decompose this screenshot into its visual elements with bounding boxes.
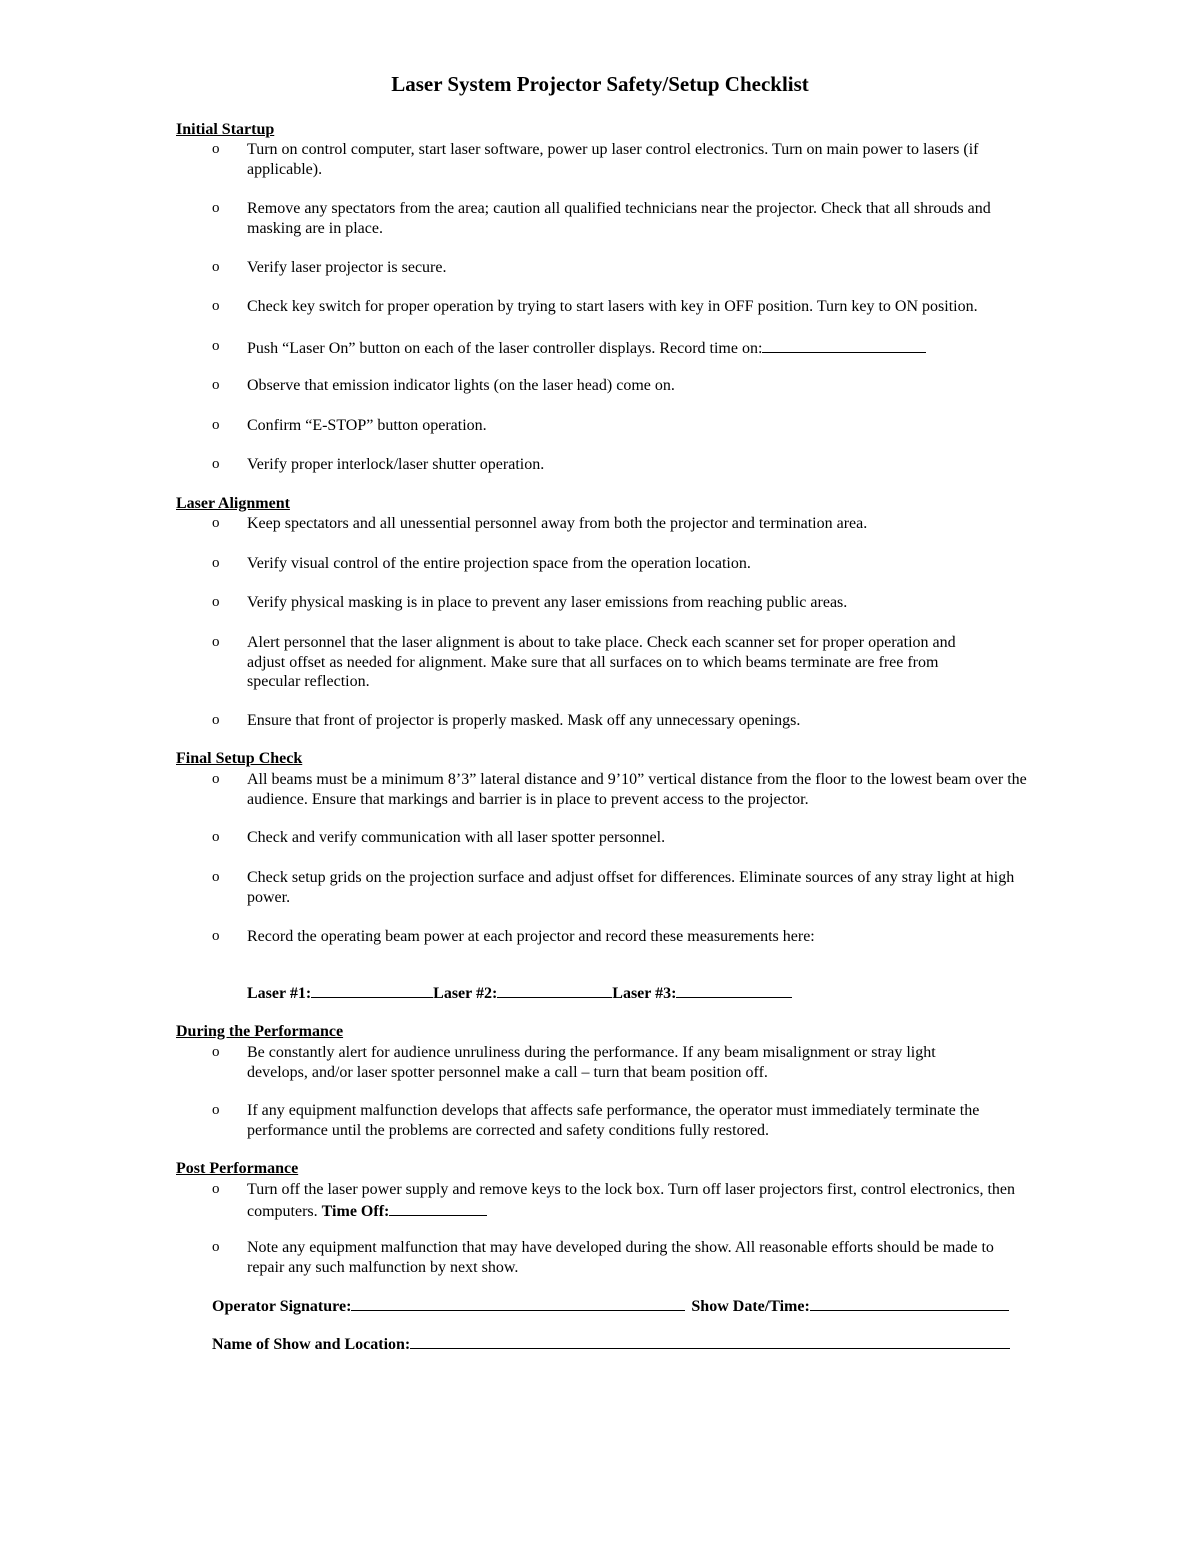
bullet-icon: o <box>212 594 220 610</box>
item-text: All beams must be a minimum 8’3” lateral distance and 9’10” vertical distance from the floor to the lowest beam over the audience. Ensure that markings and barrier is in place to prevent access to the projector. <box>247 771 1027 808</box>
item-text: Record the operating beam power at each projector and record these measurements here: <box>247 928 815 945</box>
section-heading-final-setup-check: Final Setup Check <box>176 750 303 767</box>
bullet-icon: o <box>212 771 220 787</box>
laser-2-label: Laser #2: <box>433 985 498 1002</box>
show-date-time-label: Show Date/Time: <box>691 1298 810 1315</box>
bullet-icon: o <box>212 298 220 314</box>
item-text: Ensure that front of projector is properly masked. Mask off any unnecessary openings. <box>247 712 801 729</box>
bullet-icon: o <box>212 1044 220 1060</box>
item-text: Alert personnel that the laser alignment is about to take place. Check each scanner set for proper operation and adjust offset as needed for alignment. Make sure that all surfaces on to which beams terminate are free from specular reflection. <box>247 634 956 690</box>
bullet-icon: o <box>212 515 220 531</box>
laser-1-label: Laser #1: <box>247 985 312 1002</box>
bullet-icon: o <box>212 829 220 845</box>
bullet-icon: o <box>212 417 220 433</box>
name-of-show-location-blank[interactable] <box>410 1333 1010 1349</box>
section-heading-initial-startup: Initial Startup <box>176 121 275 138</box>
item-text: If any equipment malfunction develops that affects safe performance, the operator must immediately terminate the performance until the problems are corrected and safety conditions fully restored. <box>247 1102 980 1139</box>
laser-power-fields <box>247 982 792 1003</box>
operator-signature-label: Operator Signature: <box>212 1298 352 1315</box>
laser-3-blank[interactable] <box>676 982 792 998</box>
item-text: Observe that emission indicator lights (on the laser head) come on. <box>247 377 675 394</box>
laser-1-blank[interactable] <box>311 982 433 998</box>
section-heading-post-performance: Post Performance <box>176 1160 299 1177</box>
item-text: Keep spectators and all unessential personnel away from both the projector and termination area. <box>247 515 868 532</box>
bullet-icon: o <box>212 456 220 472</box>
time-off-label: Time Off: <box>321 1202 390 1220</box>
signature-row <box>212 1295 1009 1316</box>
item-text: Push “Laser On” button on each of the laser controller displays. Record time on: <box>247 340 763 357</box>
section-heading-laser-alignment: Laser Alignment <box>176 495 290 512</box>
section-heading-during-performance: During the Performance <box>176 1023 344 1040</box>
item-text: Verify physical masking is in place to prevent any laser emissions from reaching public areas. <box>247 594 848 611</box>
item-text: Verify proper interlock/laser shutter operation. <box>247 456 545 473</box>
bullet-icon: o <box>212 1102 220 1118</box>
laser-2-blank[interactable] <box>497 982 612 998</box>
page-title: Laser System Projector Safety/Setup Checklist <box>391 72 809 96</box>
laser-3-label: Laser #3: <box>612 985 677 1002</box>
item-text: Note any equipment malfunction that may have developed during the show. All reasonable efforts should be made to repair any such malfunction by next show. <box>247 1239 994 1276</box>
bullet-icon: o <box>212 1239 220 1255</box>
operator-signature-blank[interactable] <box>351 1295 685 1311</box>
time-off-blank[interactable] <box>389 1200 487 1216</box>
record-time-blank[interactable] <box>762 337 926 353</box>
bullet-icon: o <box>212 141 220 157</box>
bullet-icon: o <box>212 377 220 393</box>
item-text: Verify visual control of the entire projection space from the operation location. <box>247 555 751 572</box>
name-of-show-location-label: Name of Show and Location: <box>212 1336 411 1353</box>
item-text: Check setup grids on the projection surface and adjust offset for differences. Eliminate sources of any stray light at high power. <box>247 869 1015 906</box>
bullet-icon: o <box>212 928 220 944</box>
bullet-icon: o <box>212 555 220 571</box>
bullet-icon: o <box>212 634 220 650</box>
bullet-icon: o <box>212 259 220 275</box>
bullet-icon: o <box>212 200 220 216</box>
item-text: Check key switch for proper operation by trying to start lasers with key in OFF position. Turn key to ON position. <box>247 298 978 315</box>
bullet-icon: o <box>212 338 220 354</box>
bullet-icon: o <box>212 1181 220 1197</box>
item-text-with-blank <box>247 1180 1027 1221</box>
bullet-icon: o <box>212 712 220 728</box>
item-text: Turn off the laser power supply and remove keys to the lock box. Turn off laser projectors first, control electronics, then computers. <box>247 1181 1015 1220</box>
item-text: Verify laser projector is secure. <box>247 259 447 276</box>
show-location-row <box>212 1333 1010 1354</box>
item-text: Turn on control computer, start laser software, power up laser control electronics. Turn on main power to lasers (if applicable). <box>247 141 979 178</box>
item-text: Remove any spectators from the area; caution all qualified technicians near the projector. Check that all shrouds and masking are in place. <box>247 200 991 237</box>
item-text: Confirm “E-STOP” button operation. <box>247 417 487 434</box>
item-text-with-blank <box>247 337 1027 359</box>
show-date-time-blank[interactable] <box>810 1295 1009 1311</box>
item-text: Check and verify communication with all laser spotter personnel. <box>247 829 666 846</box>
bullet-icon: o <box>212 869 220 885</box>
item-text: Be constantly alert for audience unruliness during the performance. If any beam misalignment or stray light develops, and/or laser spotter personnel make a call – turn that beam position off. <box>247 1044 936 1081</box>
